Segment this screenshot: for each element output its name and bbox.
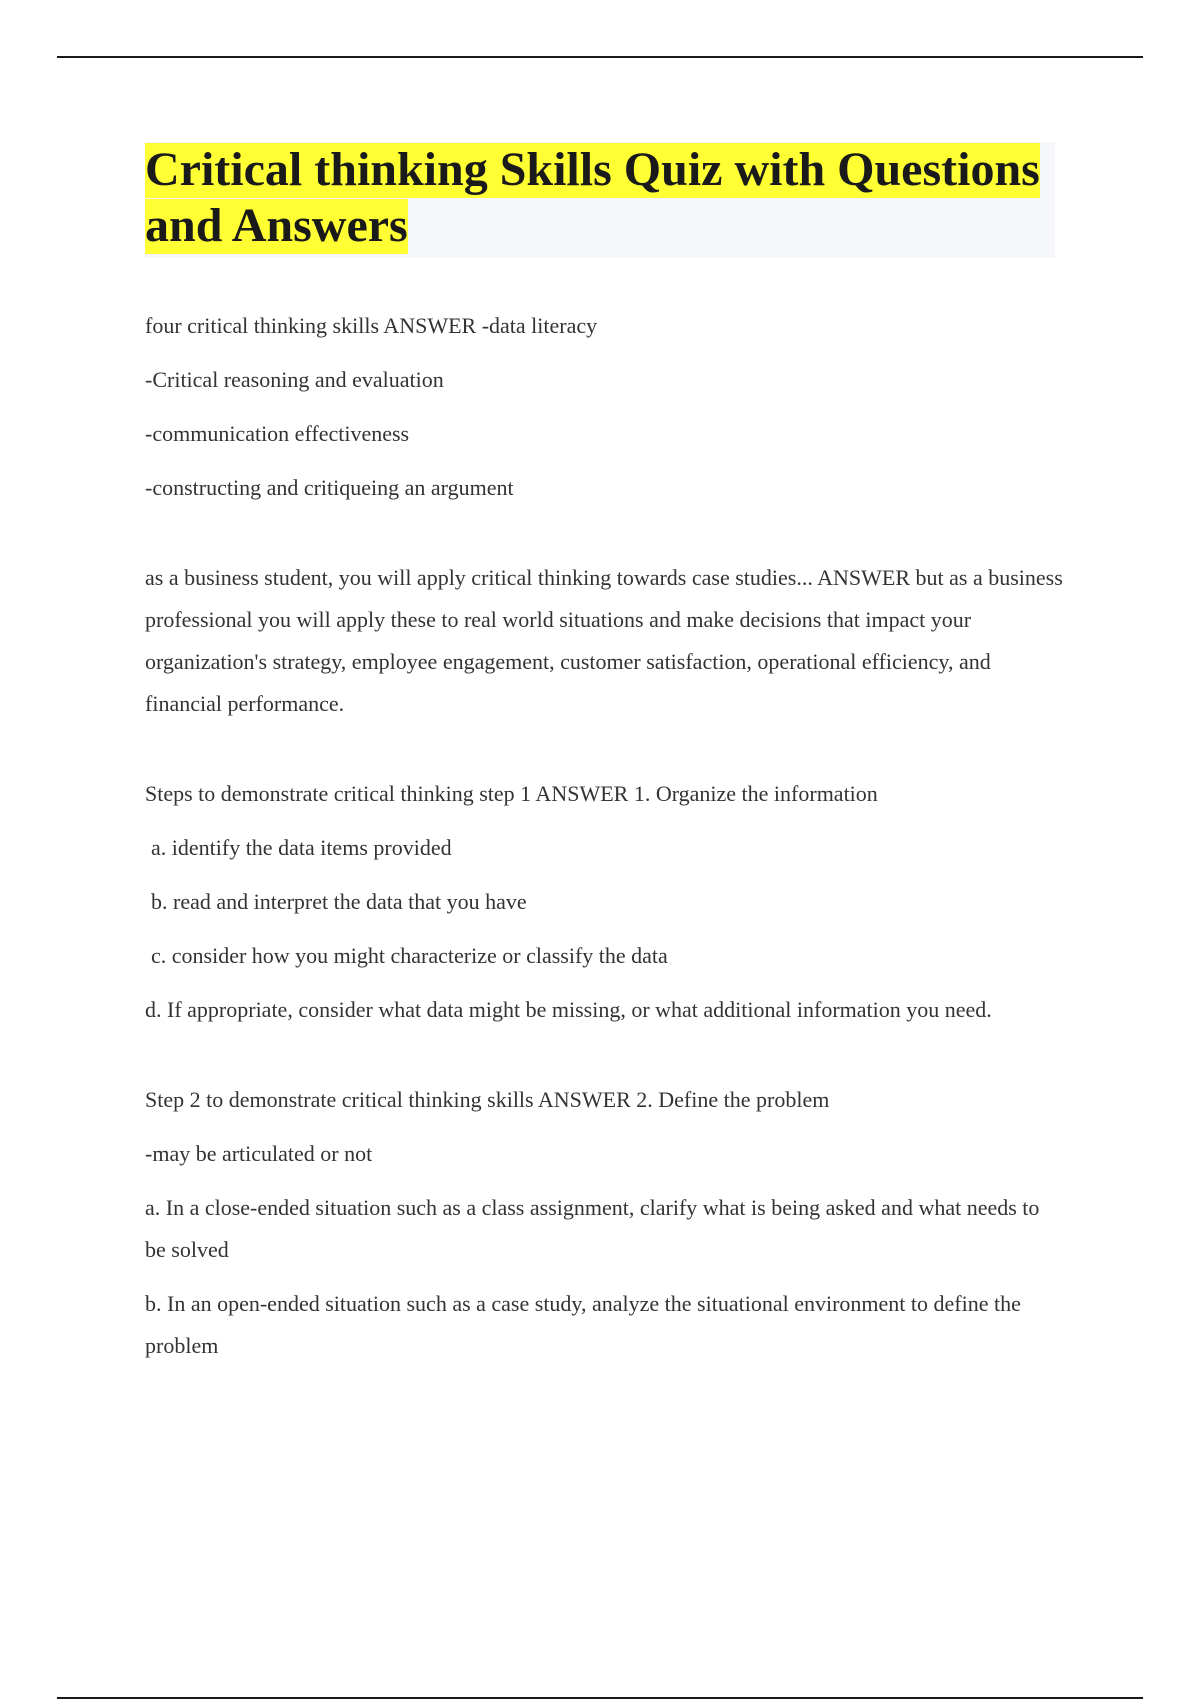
- title-block: [145, 142, 1055, 258]
- title-highlight: Critical thinking Skills Quiz with Questions and Answers: [145, 143, 1040, 252]
- qa-block-3: [145, 773, 1065, 1031]
- qa-block-1: [145, 305, 1065, 509]
- qa-paragraph: as a business student, you will apply critical thinking towards case studies... ANSWER but as a business professional you will apply these to real world situations and make decisions that impact your organization's strategy, employee engagement, customer satisfaction, operational efficiency, and financial performance.: [145, 565, 1063, 716]
- qa-answer-line: a. In a close-ended situation such as a class assignment, clarify what is being asked and what needs to be solved: [145, 1195, 1040, 1262]
- qa-block-4: [145, 1079, 1065, 1367]
- top-rule: [57, 56, 1143, 58]
- document-body: [145, 305, 1065, 1367]
- bottom-rule: [57, 1697, 1143, 1699]
- qa-block-2: [145, 557, 1065, 725]
- qa-answer-line: -may be articulated or not: [145, 1141, 373, 1166]
- qa-answer-line: c. consider how you might characterize or classify the data: [151, 943, 668, 968]
- qa-answer-line: d. If appropriate, consider what data might be missing, or what additional information you need.: [145, 997, 992, 1022]
- qa-question: four critical thinking skills ANSWER -data literacy: [145, 313, 598, 338]
- qa-answer-line: b. In an open-ended situation such as a case study, analyze the situational environment to define the problem: [145, 1291, 1021, 1358]
- qa-answer-line: -Critical reasoning and evaluation: [145, 367, 444, 392]
- qa-answer-line: a. identify the data items provided: [151, 835, 452, 860]
- qa-question: Step 2 to demonstrate critical thinking skills ANSWER 2. Define the problem: [145, 1087, 830, 1112]
- qa-answer-line: -constructing and critiqueing an argument: [145, 475, 514, 500]
- qa-question: Steps to demonstrate critical thinking step 1 ANSWER 1. Organize the information: [145, 781, 878, 806]
- document-title: [145, 142, 1055, 254]
- qa-answer-line: -communication effectiveness: [145, 421, 410, 446]
- qa-answer-line: b. read and interpret the data that you have: [151, 889, 527, 914]
